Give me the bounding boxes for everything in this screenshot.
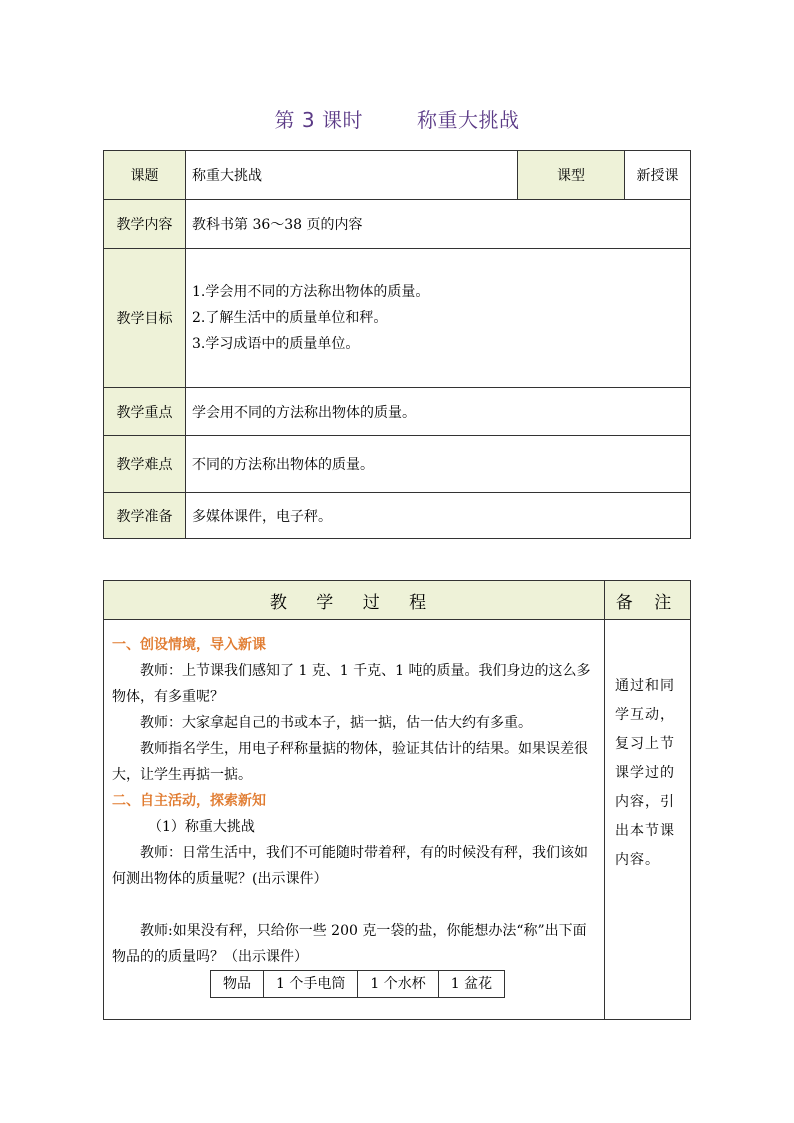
process-header: 教 学 过 程 (104, 581, 605, 620)
paragraph: 教师：上节课我们感知了 1 克、1 千克、1 吨的质量。我们身边的这么多物体，有多重呢？ (112, 663, 591, 705)
note-line: 通过和同 (615, 678, 675, 694)
goals-label: 教学目标 (104, 249, 186, 388)
process-body (104, 620, 605, 1020)
type-value: 新授课 (625, 151, 691, 200)
sub-heading: （1）称重大挑战 (148, 819, 255, 835)
paragraph: 教师：日常生活中，我们不可能随时带着秤，有的时候没有秤，我们该如何测出物体的质量呢？(出示课件） (112, 845, 588, 887)
items-cell: 物品 (211, 971, 264, 998)
lesson-name: 称重大挑战 (416, 108, 520, 132)
note-line: 学互动， (615, 707, 675, 723)
prep-label: 教学准备 (104, 493, 186, 539)
note-line: 复习上节 (615, 736, 675, 752)
goals-cell (186, 249, 691, 388)
note-line: 课学过的 (615, 765, 675, 781)
note-line: 出本节课 (615, 823, 675, 839)
goal-item: 2.了解生活中的质量单位和秤。 (192, 310, 388, 326)
items-cell: 1 个手电筒 (264, 971, 358, 998)
lesson-number: 第 3 课时 (274, 108, 363, 132)
goal-item: 1.学会用不同的方法称出物体的质量。 (192, 284, 430, 300)
prep-value: 多媒体课件，电子秤。 (186, 493, 691, 539)
difficulty-label: 教学难点 (104, 436, 186, 493)
note-header: 备 注 (605, 581, 691, 620)
note-cell (605, 620, 691, 1020)
items-cell: 1 盆花 (438, 971, 504, 998)
content-value: 教科书第 36～38 页的内容 (186, 200, 691, 249)
section-heading: 一、创设情境，导入新课 (112, 637, 266, 653)
type-label: 课型 (518, 151, 625, 200)
key-point-label: 教学重点 (104, 388, 186, 436)
goal-item: 3.学习成语中的质量单位。 (192, 336, 360, 352)
note-line: 内容。 (615, 852, 660, 868)
key-point-value: 学会用不同的方法称出物体的质量。 (186, 388, 691, 436)
section-heading: 二、自主活动，探索新知 (112, 793, 266, 809)
topic-value: 称重大挑战 (186, 151, 518, 200)
lesson-info-table (103, 150, 691, 539)
items-table (210, 970, 505, 998)
content-label: 教学内容 (104, 200, 186, 249)
paragraph: 教师:如果没有秤，只给你一些 200 克一袋的盐，你能想办法“称”出下面物品的的质量吗？（出示课件） (112, 923, 587, 965)
items-cell: 1 个水杯 (358, 971, 438, 998)
difficulty-value: 不同的方法称出物体的质量。 (186, 436, 691, 493)
note-line: 内容，引 (615, 794, 675, 810)
paragraph: 教师指名学生，用电子秤称量掂的物体，验证其估计的结果。如果误差很大，让学生再掂一掂。 (112, 741, 588, 783)
paragraph: 教师：大家拿起自己的书或本子，掂一掂，估一估大约有多重。 (140, 715, 532, 731)
topic-label: 课题 (104, 151, 186, 200)
page-title (0, 104, 794, 133)
teaching-process-table (103, 580, 691, 1020)
